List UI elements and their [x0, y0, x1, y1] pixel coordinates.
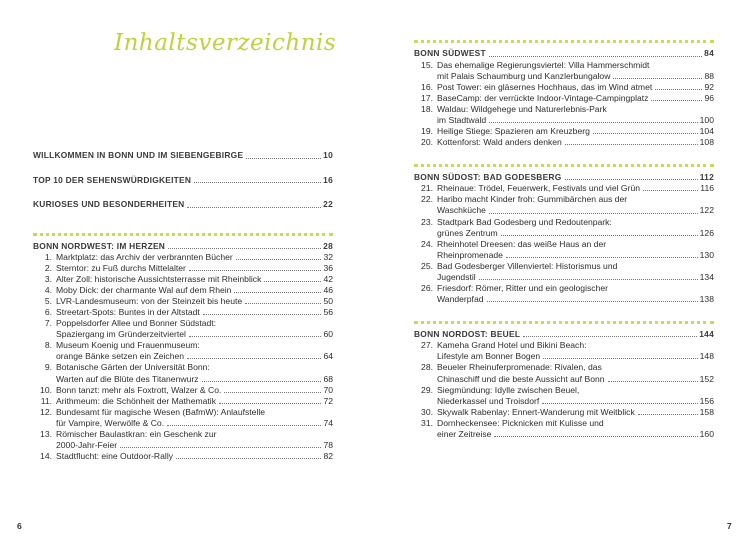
- entry-number: 19.: [421, 125, 433, 136]
- entry-line-text: BaseCamp: der verrückte Indoor-Vintage-Campingplatz: [437, 92, 649, 103]
- entry-page: 126: [699, 227, 714, 238]
- dot-leader: [565, 179, 698, 180]
- entry-line-text: LVR-Landesmuseum: von der Steinzeit bis heute: [56, 296, 243, 307]
- dot-leader: [593, 133, 698, 134]
- entry-line-text: Kottenforst: Wald anders denken: [437, 136, 562, 147]
- entry-page: 74: [323, 417, 333, 428]
- entry-line: [437, 340, 714, 351]
- entry-line-text: Waschküche: [437, 205, 486, 216]
- entry-page: 92: [704, 81, 714, 92]
- entry-page: 36: [323, 263, 333, 274]
- dot-leader: [167, 425, 321, 426]
- entry-line: [437, 126, 714, 137]
- entry-text: [437, 407, 714, 418]
- section-heading-page: 28: [323, 240, 333, 251]
- entry-page: 100: [699, 114, 714, 125]
- section-heading-page: 144: [699, 328, 714, 339]
- entry-number: 5.: [44, 296, 52, 307]
- entry-number: 30.: [421, 406, 433, 417]
- entry-line: [56, 252, 333, 263]
- intro-entry[interactable]: [33, 198, 333, 211]
- entry-number: 13.: [40, 428, 52, 439]
- entry-text: [437, 104, 714, 126]
- entry-page: 152: [699, 373, 714, 384]
- entry-line-text: Stadtflucht: eine Outdoor-Rally: [56, 450, 174, 461]
- toc-entry[interactable]: [414, 418, 714, 440]
- entry-text: [437, 340, 714, 362]
- entry-line-text: Rheinhotel Dreesen: das weiße Haus an der: [437, 238, 607, 249]
- intro-entry-page: 22: [323, 199, 333, 209]
- section-divider: [33, 233, 333, 236]
- entry-line: [56, 318, 333, 329]
- entry-number: 6.: [44, 307, 52, 318]
- entry-number: 17.: [421, 92, 433, 103]
- entry-line: [56, 418, 333, 429]
- entry-line: [56, 396, 333, 407]
- entry-page: 72: [323, 395, 333, 406]
- entry-page: 160: [699, 428, 714, 439]
- entry-line: [437, 250, 714, 261]
- dot-leader: [638, 414, 698, 415]
- entry-line: [437, 93, 714, 104]
- entry-line: [437, 228, 714, 239]
- entry-text: [437, 183, 714, 194]
- dot-leader: [234, 292, 321, 293]
- entry-text: [56, 407, 333, 429]
- entry-line: [56, 285, 333, 296]
- section-divider: [414, 321, 714, 324]
- entry-line-text: Poppelsdorfer Allee und Bonner Südstadt:: [56, 318, 217, 329]
- dot-leader: [543, 358, 697, 359]
- toc-entry[interactable]: [33, 263, 333, 274]
- entry-line: [437, 418, 714, 429]
- entry-number: 11.: [40, 395, 52, 406]
- entry-line: [437, 294, 714, 305]
- entry-line-text: Bonn tanzt: mehr als Foxtrott, Walzer & Co.: [56, 384, 222, 395]
- dot-leader: [264, 281, 321, 282]
- toc-entry[interactable]: [33, 285, 333, 296]
- entry-line: [437, 351, 714, 362]
- entry-line-text: Museum Koenig und Frauenmuseum:: [56, 340, 200, 351]
- entry-line-text: Siegmündung: Idylle zwischen Beuel,: [437, 384, 580, 395]
- entry-line-text: Arithmeum: die Schönheit der Mathematik: [56, 395, 217, 406]
- section-heading[interactable]: [414, 328, 714, 341]
- entry-line: [437, 407, 714, 418]
- entry-line: [437, 137, 714, 148]
- dot-leader: [189, 336, 322, 337]
- toc-entry[interactable]: [33, 362, 333, 384]
- entry-text: [56, 263, 333, 274]
- entry-line: [437, 374, 714, 385]
- dot-leader: [120, 447, 321, 448]
- entry-text: [437, 283, 714, 305]
- entry-line: [56, 340, 333, 351]
- entry-page: 78: [323, 439, 333, 450]
- dot-leader: [523, 336, 697, 337]
- dot-leader: [189, 270, 322, 271]
- intro-entry-page: 10: [323, 150, 333, 160]
- entry-line: [437, 239, 714, 250]
- entry-page: 158: [699, 406, 714, 417]
- entry-line-text: Kameha Grand Hotel und Bikini Beach:: [437, 340, 587, 351]
- entry-text: [437, 385, 714, 407]
- entry-line-text: Warten auf die Blüte des Titanenwurz: [56, 373, 199, 384]
- toc-entry[interactable]: [414, 104, 714, 126]
- dot-leader: [643, 190, 698, 191]
- entry-text: [437, 362, 714, 384]
- dot-leader: [613, 78, 702, 79]
- dot-leader: [194, 182, 321, 183]
- entry-text: [56, 318, 333, 340]
- entry-number: 4.: [44, 285, 52, 296]
- entry-line: [56, 307, 333, 318]
- entry-text: [56, 285, 333, 296]
- entry-page: 70: [323, 384, 333, 395]
- entry-line-text: orange Bänke setzen ein Zeichen: [56, 351, 185, 362]
- entry-line: [56, 274, 333, 285]
- dot-leader: [187, 358, 321, 359]
- entry-line-text: Waldau: Wildgehege und Naturerlebnis-Park: [437, 103, 607, 114]
- entry-text: [437, 261, 714, 283]
- toc-entry[interactable]: [33, 340, 333, 362]
- entry-line: [437, 283, 714, 294]
- entry-line-text: für Vampire, Werwölfe & Co.: [56, 417, 165, 428]
- toc-entry[interactable]: [33, 451, 333, 462]
- entry-text: [437, 60, 714, 82]
- entry-line: [56, 329, 333, 340]
- toc-entry[interactable]: [414, 60, 714, 82]
- toc-entry[interactable]: [414, 283, 714, 305]
- entry-line: [437, 217, 714, 228]
- section-heading[interactable]: [414, 47, 714, 60]
- entry-text: [56, 429, 333, 451]
- section-heading-text: BONN SÜDWEST: [414, 48, 486, 58]
- entry-line: [56, 351, 333, 362]
- dot-leader: [236, 259, 322, 260]
- dot-leader: [487, 301, 698, 302]
- entry-text: [56, 396, 333, 407]
- dot-leader: [203, 314, 322, 315]
- intro-entry-text: WILLKOMMEN IN BONN UND IM SIEBENGEBIRGE: [33, 150, 244, 160]
- entry-line-text: Botanische Gärten der Universität Bonn:: [56, 362, 210, 373]
- toc-entry[interactable]: [414, 362, 714, 384]
- toc-entry[interactable]: [414, 261, 714, 283]
- entry-line: [56, 385, 333, 396]
- entry-page: 116: [700, 183, 714, 194]
- entry-line-text: Rheinpromenade: [437, 249, 503, 260]
- entry-number: 7.: [44, 318, 52, 329]
- intro-entry-text: TOP 10 DER SEHENSWÜRDIGKEITEN: [33, 174, 192, 185]
- section-heading-page: 112: [699, 171, 714, 182]
- dot-leader: [655, 89, 702, 90]
- entry-line-text: Haribo macht Kinder froh: Gummibärchen aus der: [437, 194, 628, 205]
- entry-number: 22.: [421, 194, 433, 205]
- entry-page: 134: [699, 271, 714, 282]
- dot-leader: [565, 144, 698, 145]
- entry-line-text: Marktplatz: das Archiv der verbrannten Bücher: [56, 252, 233, 262]
- entry-text: [56, 252, 333, 263]
- toc-entry[interactable]: [33, 429, 333, 451]
- entry-line: [437, 194, 714, 205]
- toc-entry[interactable]: [414, 137, 714, 148]
- entry-number: 25.: [421, 260, 433, 271]
- entry-number: 8.: [44, 340, 52, 351]
- entry-page: 46: [323, 285, 333, 296]
- toc-entry[interactable]: [33, 407, 333, 429]
- entry-line-text: Beueler Rheinuferpromenade: Rivalen, das: [437, 362, 602, 373]
- toc-entry[interactable]: [414, 93, 714, 104]
- toc-entry[interactable]: [414, 217, 714, 239]
- entry-line: [437, 205, 714, 216]
- dot-leader: [246, 158, 321, 159]
- entry-line: [56, 440, 333, 451]
- entry-page: 50: [323, 296, 333, 307]
- entry-line-text: Das ehemalige Regierungsviertel: Villa Hammerschmidt: [437, 59, 650, 70]
- toc-entry[interactable]: [33, 318, 333, 340]
- toc-entry[interactable]: [414, 385, 714, 407]
- entry-text: [437, 194, 714, 216]
- dot-leader: [489, 213, 698, 214]
- dot-leader: [202, 381, 322, 382]
- entry-line: [437, 183, 714, 194]
- entry-number: 18.: [421, 103, 433, 114]
- entry-page: 88: [704, 70, 714, 81]
- entry-line: [56, 407, 333, 418]
- dot-leader: [224, 392, 321, 393]
- dot-leader: [489, 122, 697, 123]
- toc-title: Inhaltsverzeichnis: [114, 30, 337, 56]
- entry-line-text: Moby Dick: der charmante Wal auf dem Rhein: [56, 285, 232, 296]
- toc-entry[interactable]: [33, 274, 333, 285]
- dot-leader: [651, 100, 702, 101]
- entry-page: 138: [699, 293, 714, 304]
- entry-line-text: Spaziergang im Gründerzeitviertel: [56, 329, 186, 340]
- entry-number: 31.: [421, 417, 433, 428]
- entry-number: 29.: [421, 384, 433, 395]
- entry-line-text: Friesdorf: Römer, Ritter und ein geologischer: [437, 282, 608, 293]
- entry-line-text: Lifestyle am Bonner Bogen: [437, 351, 541, 362]
- toc-entry[interactable]: [414, 183, 714, 194]
- entry-line: [437, 104, 714, 115]
- section-heading-text: BONN SÜDOST: BAD GODESBERG: [414, 171, 562, 182]
- entry-number: 27.: [421, 340, 433, 351]
- dot-leader: [187, 207, 321, 208]
- entry-line: [437, 60, 714, 71]
- entry-line: [437, 82, 714, 93]
- entry-text: [56, 340, 333, 362]
- dot-leader: [542, 403, 697, 404]
- toc-entry[interactable]: [33, 252, 333, 263]
- entry-number: 12.: [40, 406, 52, 417]
- entry-text: [437, 126, 714, 137]
- page-number-right: 7: [727, 521, 732, 531]
- entry-text: [437, 217, 714, 239]
- entry-number: 28.: [421, 362, 433, 373]
- entry-number: 16.: [421, 81, 433, 92]
- spacer: [33, 223, 333, 233]
- entry-page: 130: [699, 249, 714, 260]
- entry-text: [437, 239, 714, 261]
- toc-entry[interactable]: [33, 307, 333, 318]
- entry-line: [56, 263, 333, 274]
- section-heading[interactable]: [414, 171, 714, 184]
- section-heading-text: BONN NORDOST: BEUEL: [414, 328, 521, 339]
- entry-line: [437, 115, 714, 126]
- toc-entry[interactable]: [414, 340, 714, 362]
- right-column: [414, 40, 714, 440]
- entry-number: 24.: [421, 238, 433, 249]
- entry-number: 15.: [421, 59, 433, 70]
- entry-number: 10.: [40, 384, 52, 395]
- entry-line-text: 2000-Jahr-Feier: [56, 439, 118, 450]
- page-number-left: 6: [17, 521, 22, 531]
- entry-page: 96: [704, 92, 714, 103]
- section-heading-page: 84: [704, 48, 714, 58]
- entry-page: 60: [323, 329, 333, 340]
- entry-page: 56: [323, 307, 333, 318]
- toc-entry[interactable]: [414, 82, 714, 93]
- entry-text: [56, 296, 333, 307]
- toc-entry[interactable]: [414, 194, 714, 216]
- entry-line-text: Jugendstil: [437, 271, 476, 282]
- toc-entry[interactable]: [414, 407, 714, 418]
- entry-line: [56, 451, 333, 462]
- entry-line-text: Post Tower: ein gläsernes Hochhaus, das im Wind atmet: [437, 81, 653, 92]
- dot-leader: [479, 279, 698, 280]
- entry-line: [437, 396, 714, 407]
- dot-leader: [219, 403, 321, 404]
- entry-line-text: Skywalk Rabenlay: Ennert-Wanderung mit Weitblick: [437, 406, 635, 417]
- entry-page: 122: [699, 205, 714, 216]
- toc-entry[interactable]: [414, 126, 714, 137]
- entry-text: [437, 93, 714, 104]
- entry-text: [437, 82, 714, 93]
- entry-line: [56, 429, 333, 440]
- entry-line-text: Streetart-Spots: Buntes in der Altstadt: [56, 307, 200, 318]
- dot-leader: [489, 56, 702, 57]
- entry-page: 108: [699, 136, 714, 147]
- entry-line-text: Römischer Baulastkran: ein Geschenk zur: [56, 428, 217, 439]
- entry-line-text: Heilige Stiege: Spazieren am Kreuzberg: [437, 125, 590, 136]
- entry-text: [56, 362, 333, 384]
- intro-entry-text: KURIOSES UND BESONDERHEITEN: [33, 199, 185, 209]
- entry-line-text: Alter Zoll: historische Aussichtsterrasse mit Rheinblick: [56, 274, 262, 285]
- toc-entry[interactable]: [33, 385, 333, 396]
- entry-text: [56, 307, 333, 318]
- section-heading[interactable]: [33, 240, 333, 253]
- entry-line: [437, 429, 714, 440]
- toc-entry[interactable]: [414, 239, 714, 261]
- dot-leader: [506, 257, 698, 258]
- entry-line: [437, 71, 714, 82]
- toc-entry[interactable]: [33, 396, 333, 407]
- entry-number: 14.: [40, 450, 52, 461]
- dot-leader: [608, 381, 698, 382]
- entry-number: 1.: [44, 252, 52, 262]
- entry-line-text: einer Zeitreise: [437, 428, 492, 439]
- entry-text: [56, 451, 333, 462]
- entry-text: [56, 385, 333, 396]
- toc-entry[interactable]: [33, 296, 333, 307]
- entry-line: [437, 385, 714, 396]
- entry-text: [437, 137, 714, 148]
- left-column: [33, 149, 333, 462]
- dot-leader: [176, 458, 321, 459]
- entry-line-text: Niederkassel und Troisdorf: [437, 395, 540, 406]
- dot-leader: [245, 303, 321, 304]
- entry-text: [56, 274, 333, 285]
- entry-number: 2.: [44, 263, 52, 274]
- entry-line-text: grünes Zentrum: [437, 227, 498, 238]
- entry-page: 64: [323, 351, 333, 362]
- entry-line-text: Stadtpark Bad Godesberg und Redoutenpark:: [437, 216, 612, 227]
- entry-line: [437, 272, 714, 283]
- entry-line-text: im Stadtwald: [437, 114, 487, 125]
- entry-page: 156: [699, 395, 714, 406]
- entry-page: 82: [323, 450, 333, 461]
- entry-line-text: Bad Godesberger Villenviertel: Historismus und: [437, 260, 618, 271]
- entry-number: 20.: [421, 136, 433, 147]
- spacer: [414, 305, 714, 321]
- entry-number: 9.: [44, 362, 52, 373]
- section-divider: [414, 164, 714, 167]
- entry-line: [437, 362, 714, 373]
- entry-number: 3.: [44, 274, 52, 285]
- entry-line: [56, 374, 333, 385]
- entry-line: [437, 261, 714, 272]
- intro-entry-page: 16: [323, 174, 333, 185]
- entry-page: 68: [323, 373, 333, 384]
- entry-line-text: mit Palais Schaumburg und Kanzlerbungalow: [437, 70, 611, 81]
- intro-entry[interactable]: [33, 174, 333, 187]
- entry-page: 42: [323, 274, 333, 285]
- entry-number: 26.: [421, 282, 433, 293]
- entry-line: [56, 362, 333, 373]
- intro-entry[interactable]: [33, 149, 333, 162]
- entry-line-text: Rheinaue: Trödel, Feuerwerk, Festivals und viel Grün: [437, 183, 641, 194]
- entry-line-text: Bundesamt für magische Wesen (BafmW): Anlaufstelle: [56, 406, 266, 417]
- entry-number: 21.: [421, 183, 433, 194]
- entry-line-text: Wanderpfad: [437, 293, 484, 304]
- entry-text: [437, 418, 714, 440]
- section-heading-text: BONN NORDWEST: IM HERZEN: [33, 240, 166, 251]
- entry-line-text: Sterntor: zu Fuß durchs Mittelalter: [56, 263, 186, 274]
- entry-page: 32: [323, 252, 333, 262]
- entry-page: 104: [699, 125, 714, 136]
- entry-number: 23.: [421, 216, 433, 227]
- entry-line-text: Chinaschiff und die beste Aussicht auf Bonn: [437, 373, 605, 384]
- section-divider: [414, 40, 714, 43]
- entry-line: [56, 296, 333, 307]
- dot-leader: [168, 248, 321, 249]
- dot-leader: [494, 436, 697, 437]
- spacer: [414, 148, 714, 164]
- entry-page: 148: [699, 351, 714, 362]
- entry-line-text: Dornheckensee: Picknicken mit Kulisse und: [437, 417, 604, 428]
- dot-leader: [501, 235, 698, 236]
